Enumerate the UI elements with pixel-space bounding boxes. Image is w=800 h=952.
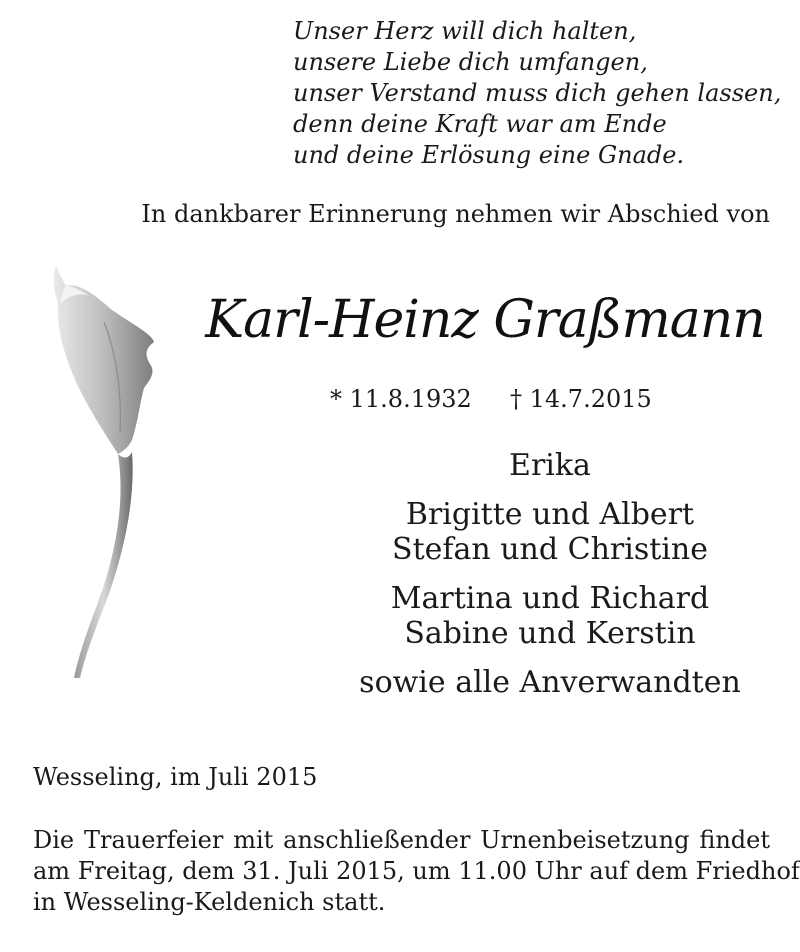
poem-line: und deine Erlösung eine Gnade. bbox=[293, 141, 685, 169]
poem-line: denn deine Kraft war am Ende bbox=[293, 110, 667, 138]
birth-date: * 11.8.1932 bbox=[330, 385, 472, 413]
mourner-name: Martina und Richard bbox=[390, 581, 710, 616]
mourner-name: Brigitte und Albert bbox=[405, 497, 695, 532]
mourner-group bbox=[330, 448, 770, 483]
poem-line: unsere Liebe dich umfangen, bbox=[293, 48, 648, 76]
intro-text: In dankbarer Erinnerung nehmen wir Abschied von bbox=[141, 200, 770, 228]
ceremony-line: am Freitag, dem 31. Juli 2015, um 11.00 Uhr auf dem Friedhof bbox=[33, 857, 800, 885]
poem bbox=[293, 16, 781, 171]
mourner-name: Stefan und Christine bbox=[392, 532, 708, 567]
mourner-group bbox=[330, 665, 770, 700]
mourner-name: Erika bbox=[509, 448, 591, 483]
mourner-name: Sabine und Kerstin bbox=[404, 616, 696, 651]
mourners-list bbox=[330, 448, 770, 714]
mourner-group bbox=[330, 497, 770, 567]
ceremony-notice bbox=[33, 825, 800, 918]
death-date: † 14.7.2015 bbox=[510, 385, 652, 413]
mourner-group bbox=[330, 581, 770, 651]
ceremony-line: Die Trauerfeier mit anschließender Urnenbeisetzung findet bbox=[33, 826, 770, 854]
ceremony-line: in Wesseling-Keldenich statt. bbox=[33, 888, 386, 916]
poem-line: Unser Herz will dich halten, bbox=[293, 17, 637, 45]
deceased-name: Karl-Heinz Graßmann bbox=[205, 290, 765, 350]
poem-line: unser Verstand muss dich gehen lassen, bbox=[293, 79, 782, 107]
place-date: Wesseling, im Juli 2015 bbox=[33, 763, 318, 791]
calla-lily-icon bbox=[40, 262, 170, 682]
mourner-name: sowie alle Anverwandten bbox=[359, 665, 741, 700]
